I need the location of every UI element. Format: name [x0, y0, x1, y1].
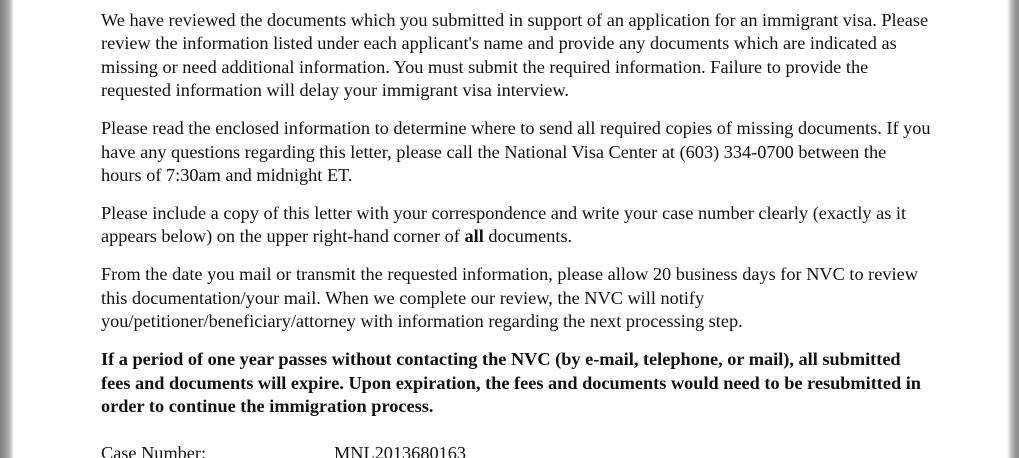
paragraph-review-notice: We have reviewed the documents which you submitted in support of an application for an immigrant visa. Please review the information listed under each applicant's name and provide any documents which are indicated as missing or need additional information. You must submit the required information. Failure to provide the requested information will delay your immigrant visa interview. [101, 10, 929, 101]
letter-body [101, 9, 931, 458]
paragraph-3-text-end: documents. [483, 226, 573, 247]
letter-page [14, 0, 1007, 458]
case-number-value: MNL2013680163 [334, 443, 467, 458]
paragraph-expiration-warning: If a period of one year passes without contacting the NVC (by e-mail, telephone, or mail), all submitted fees and documents will expire. Upon expiration, the fees and documents would need to be resubmitted in order to continue the immigration process. [101, 349, 921, 417]
paragraph-3-emphasis: all [464, 226, 484, 247]
case-number-line [101, 442, 701, 458]
paragraph-case-number-instructions [101, 202, 931, 249]
paragraph-contact-info: Please read the enclosed information to determine where to send all required copies of missing documents. If you have any questions regarding this letter, please call the National Visa Center at (603) 334-0700 between the hours of 7:30am and midnight ET. [101, 118, 931, 186]
paragraph-processing-time: From the date you mail or transmit the requested information, please allow 20 business days for NVC to review this documentation/your mail. When we complete our review, the NVC will notify you/petitioner/beneficiary/attorney with information regarding the next processing step. [101, 264, 918, 332]
paragraph-3-text-start: Please include a copy of this letter with your correspondence and write your case number clearly (exactly as it appears below) on the upper right-hand corner of [101, 203, 907, 247]
case-number-label: Case Number: [101, 443, 207, 458]
